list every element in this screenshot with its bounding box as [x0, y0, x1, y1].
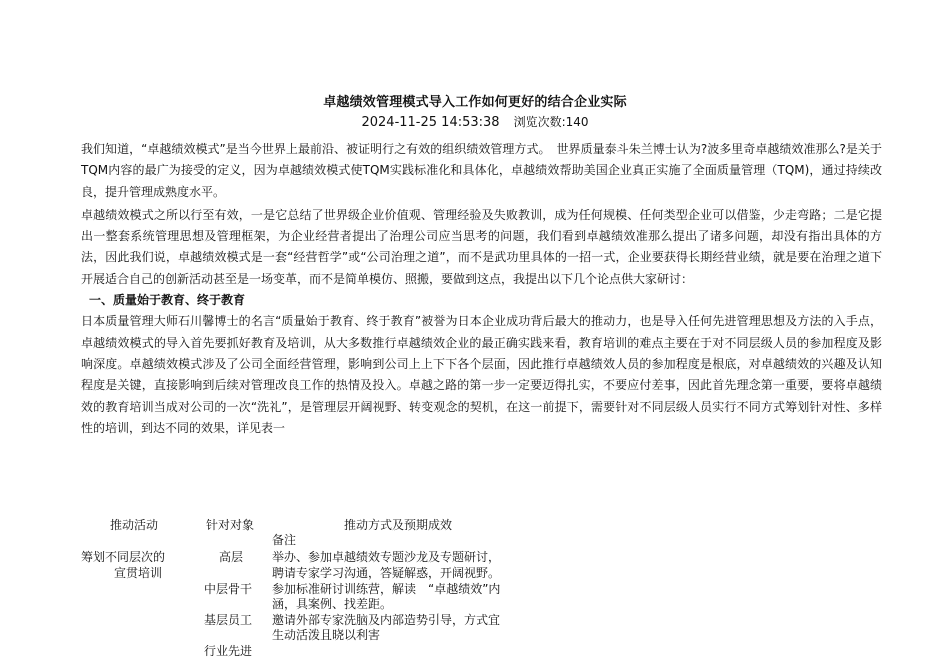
- view-count: 浏览次数:140: [513, 115, 589, 129]
- section-heading: 一、质量始于教育、终于教育: [89, 293, 246, 308]
- article-body: [81, 139, 882, 439]
- row-method-senior-line2: 聘请专家学习沟通，答疑解惑，开阔视野。: [272, 566, 501, 580]
- row-method-middle-line2: 涵，具案例、找差距。: [272, 597, 393, 611]
- row-target-middle: 中层骨干: [204, 582, 253, 596]
- activity-label-line1: 筹划不同层次的: [81, 550, 166, 564]
- article-meta: [0, 113, 950, 130]
- paragraph-intro: 我们知道，“卓越绩效模式”是当今世界上最前沿、被证明行之有效的组织绩效管理方式。 世界质量泰斗朱兰博士认为?波多里奇卓越绩效准那么?是关于TQM内容的最广为接受的定义，因为卓越绩效模式使TQM实践标准化和具体化，卓越绩效帮助美国企业真正实施了全面质量管理（TQM)，通过持续改良，提升管理成熟度水平。: [81, 142, 882, 199]
- article-title: 卓越绩效管理模式导入工作如何更好的结合企业实际: [323, 95, 627, 110]
- row-target-senior: 高层: [219, 550, 244, 564]
- header-activity: 推动活动: [110, 518, 159, 532]
- header-method: 推动方式及预期成效: [344, 518, 453, 532]
- header-remarks: 备注: [272, 533, 297, 547]
- row-method-staff-line1: 邀请外部专家洗脑及内部造势引导，方式宜: [272, 613, 501, 627]
- paragraph-section-one: 日本质量管理大师石川馨博士的名言“质量始于教育、终于教育”被誉为日本企业成功背后最大的推动力，也是导入任何先进管理思想及方法的入手点，卓越绩效模式的导入首先要抓好教育及培训，从大多数推行卓越绩效企业的最正确实践来看，教育培训的难点主要在于对不同层级人员的参加程度及影响深度。卓越绩效模式涉及了公司全面经营管理，影响到公司上上下下各个层面，因此推行卓越绩效人员的参加程度是根底，对卓越绩效的兴趣及认知程度是关键，直接影响到后续对管理改良工作的热情及投入。卓越之路的第一步一定要迈得扎实，不要应付差事，因此首先理念第一重要，要将卓越绩效的教育培训当成对公司的一次“洗礼”，是管理层开阔视野、转变观念的契机，在这一前提下，需要针对不同层级人员实行不同方式筹划针对性、多样性的培训，到达不同的效果，详见表一: [81, 314, 882, 435]
- header-target: 针对对象: [206, 518, 255, 532]
- row-target-industry: 行业先进: [204, 644, 253, 658]
- row-method-senior-line1: 举办、参加卓越绩效专题沙龙及专题研讨，: [272, 550, 501, 564]
- activity-label-line2: 宣贯培训: [114, 566, 163, 580]
- publish-date: 2024-11-25 14:53:38: [361, 115, 500, 130]
- row-target-staff: 基层员工: [204, 613, 253, 627]
- row-method-staff-line2: 生动活泼且晓以利害: [272, 628, 381, 642]
- paragraph-reasons: 卓越绩效模式之所以行至有效，一是它总结了世界级企业价值观、管理经验及失败教训，成为任何规模、任何类型企业可以借鉴，少走弯路；二是它提出一整套系统管理思想及管理框架，为企业经营者提出了治理公司应当思考的问题，我们看到卓越绩效准那么提出了诸多问题，却没有指出具体的方法，因此我们说，卓越绩效模式是一套“经营哲学”或“公司治理之道”，而不是武功里具体的一招一式，企业要获得长期经营业绩，就是要在治理之道下开展适合自己的创新活动甚至是一场变革，而不是简单模仿、照搬，要做到这点，我提出以下几个论点供大家研讨：: [81, 207, 882, 286]
- row-method-middle-line1: 参加标准研讨训练营，解读 “卓越绩效”内: [272, 582, 501, 596]
